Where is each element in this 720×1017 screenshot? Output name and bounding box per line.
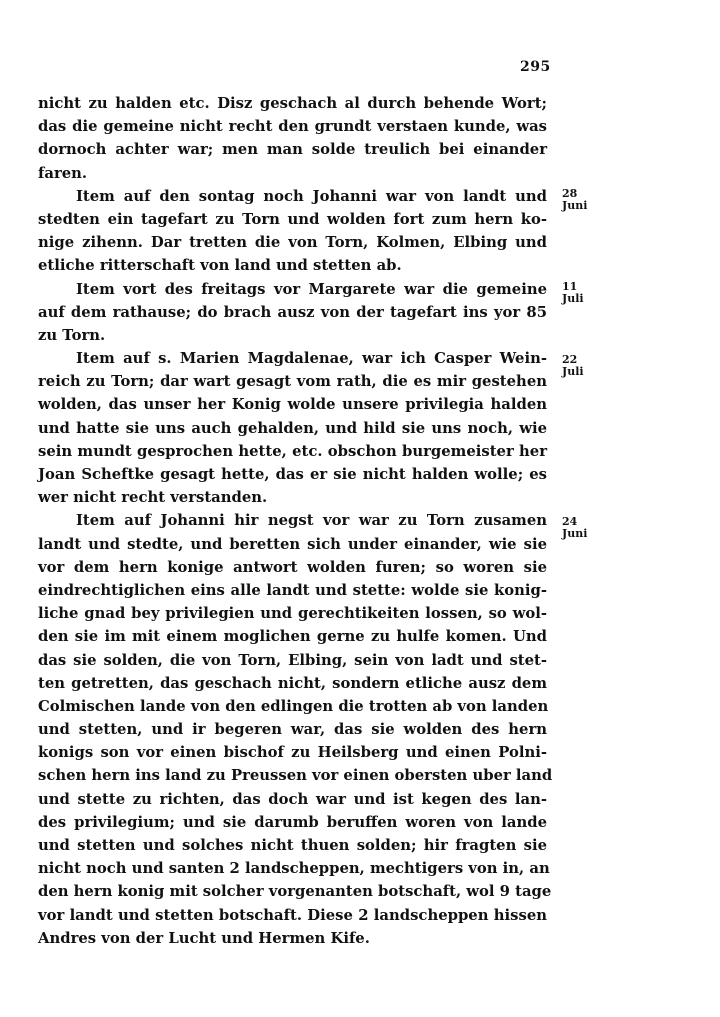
text-line: eindrechtiglichen eins alle landt und stette: wolde sie konig- xyxy=(38,581,547,599)
text-line: und stetten, und ir begeren war, das sie wolden des hern xyxy=(38,721,547,739)
page-number: 295 xyxy=(520,59,551,75)
margin-date-note xyxy=(562,354,602,378)
text-line: und hatte sie uns auch gehalden, und hild sie uns noch, wie xyxy=(38,419,547,437)
margin-date-month: Juni xyxy=(562,199,588,212)
margin-date-note xyxy=(562,188,602,212)
text-line: Item vort des freitags vor Margarete war die gemeine xyxy=(76,280,547,298)
text-line: Item auf s. Marien Magdalenae, war ich Casper Wein- xyxy=(76,350,547,368)
body-text xyxy=(38,92,553,950)
text-line: faren. xyxy=(38,164,88,182)
text-line: landt und stedte, und beretten sich under einander, wie sie xyxy=(38,535,547,553)
text-line: konigs son vor einen bischof zu Heilsberg und einen Polni- xyxy=(38,744,547,762)
text-line: und stetten und solches nicht thuen solden; hir fragten sie xyxy=(38,837,547,854)
margin-date-day: 24 xyxy=(562,515,578,528)
margin-date-day: 22 xyxy=(562,353,578,366)
text-line: des privilegium; und sie darumb beruffen woren von lande xyxy=(38,813,547,831)
margin-date-day: 28 xyxy=(562,187,578,200)
text-line: wer nicht recht verstanden. xyxy=(38,489,268,507)
text-line: Item auf den sontag noch Johanni war von landt und xyxy=(76,187,547,205)
text-line: den sie im mit einem moglichen gerne zu hulfe komen. Und xyxy=(38,628,547,646)
text-line: vor landt und stetten botschaft. Diese 2 landscheppen hissen xyxy=(38,906,547,924)
text-line: Andres von der Lucht und Hermen Kife. xyxy=(38,929,370,947)
margin-date-month: Juli xyxy=(562,292,584,305)
text-line: und stette zu richten, das doch war und ist kegen des lan- xyxy=(38,790,547,808)
text-line: nicht zu halden etc. Disz geschach al durch behende Wort; xyxy=(38,95,547,112)
text-line: schen hern ins land zu Preussen vor einen obersten uber land xyxy=(38,767,553,785)
margin-date-day: 11 xyxy=(562,280,578,293)
text-line: wolden, das unser her Konig wolde unsere privilegia halden xyxy=(38,396,547,414)
text-line: das sie solden, die von Torn, Elbing, sein von ladt und stet- xyxy=(38,651,547,669)
margin-date-note xyxy=(562,516,602,540)
text-line: zu Torn. xyxy=(38,326,106,344)
margin-date-month: Juni xyxy=(562,527,588,540)
text-line: das die gemeine nicht recht den grundt verstaen kunde, was xyxy=(38,118,547,136)
text-line: Item auf Johanni hir negst vor war zu Torn zusamen xyxy=(76,512,547,530)
text-line: Joan Scheftke gesagt hette, das er sie nicht halden wolle; es xyxy=(38,466,547,483)
text-line: Colmischen lande von den edlingen die trotten ab von landen xyxy=(38,697,549,715)
text-line: stedten ein tagefart zu Torn und wolden fort zum hern ko- xyxy=(38,210,547,228)
text-line: nige zihenn. Dar tretten die von Torn, Kolmen, Elbing und xyxy=(38,234,547,252)
text-line: auf dem rathause; do brach ausz von der tagefart ins yor 85 xyxy=(38,303,547,321)
text-line: liche gnad bey privilegien und gerechtikeiten lossen, so wol- xyxy=(38,605,547,623)
text-line: nicht noch und santen 2 landscheppen, mechtigers von in, an xyxy=(38,860,550,878)
text-line: ten getretten, das geschach nicht, sondern etliche ausz dem xyxy=(38,674,547,692)
text-line: reich zu Torn; dar wart gesagt vom rath, die es mir gestehen xyxy=(38,373,547,391)
margin-date-note xyxy=(562,281,602,305)
text-line: vor dem hern konige antwort wolden furen; so woren sie xyxy=(38,558,547,576)
text-line: sein mundt gesprochen hette, etc. obschon burgemeister her xyxy=(38,442,547,460)
text-line: etliche ritterschaft von land und stetten ab. xyxy=(38,257,402,275)
text-line: dornoch achter war; men man solde treulich bei einander xyxy=(38,141,547,159)
text-line: den hern konig mit solcher vorgenanten botschaft, wol 9 tage xyxy=(38,883,552,901)
margin-date-month: Juli xyxy=(562,365,584,378)
